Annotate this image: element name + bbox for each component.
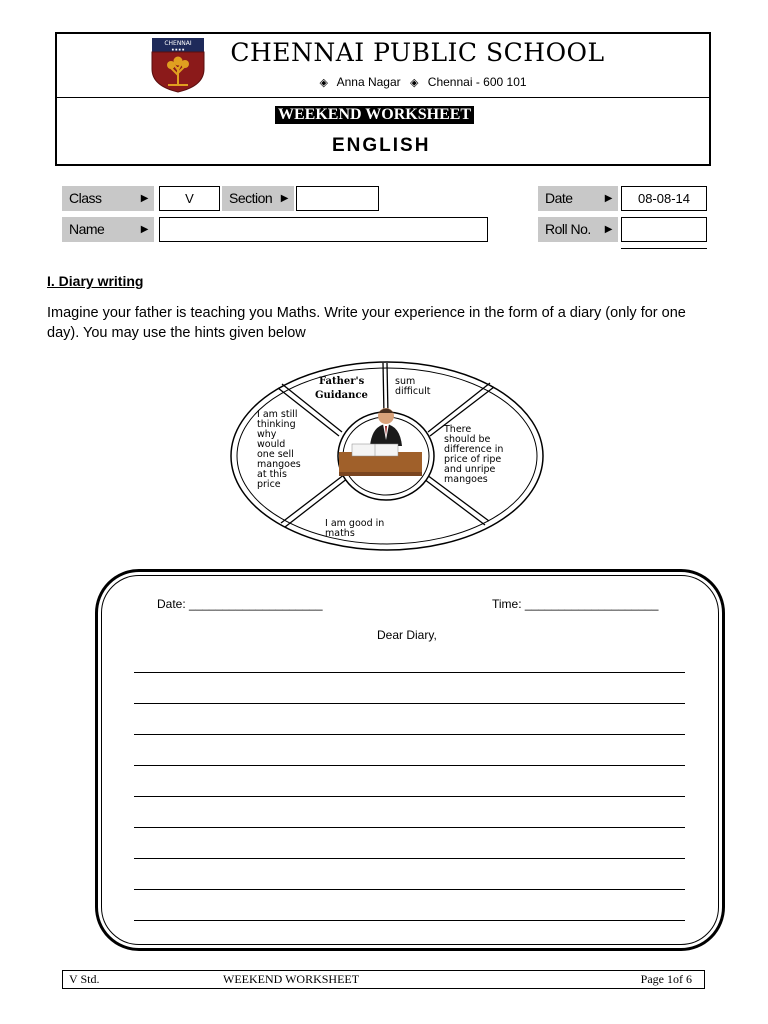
school-name: CHENNAI PUBLIC SCHOOL xyxy=(230,38,605,67)
arrow-right-icon: ▶ xyxy=(604,224,612,235)
school-crest-logo xyxy=(151,37,205,93)
diamond-bullet-icon: ◈ xyxy=(409,77,419,89)
hint-price-difference: There should be difference in price of ripe and unripe mangoes xyxy=(444,424,504,485)
class-label xyxy=(62,186,154,211)
date-field[interactable]: 08-08-14 xyxy=(621,186,707,211)
writing-line[interactable] xyxy=(134,672,685,673)
roll-no-label xyxy=(538,217,618,242)
name-label-text: Name xyxy=(69,221,105,237)
writing-line[interactable] xyxy=(134,765,685,766)
hint-fathers-guidance: Father's Guidance xyxy=(315,376,368,401)
arrow-right-icon: ▶ xyxy=(280,193,288,204)
roll-no-label-text: Roll No. xyxy=(545,221,591,237)
svg-text:▪ ▪ ▪ ▪: ▪ ▪ ▪ ▪ xyxy=(171,47,185,52)
class-field[interactable]: V xyxy=(159,186,220,211)
diary-date-field[interactable]: Date: ____________________ xyxy=(157,597,323,611)
writing-line[interactable] xyxy=(134,734,685,735)
arrow-right-icon: ▶ xyxy=(604,193,612,204)
address-area: Anna Nagar xyxy=(336,75,401,89)
hints-wheel-diagram xyxy=(227,360,547,552)
diamond-bullet-icon: ◈ xyxy=(319,77,328,89)
worksheet-title: WEEKEND WORKSHEET xyxy=(275,106,474,124)
page-footer xyxy=(62,970,705,989)
writing-line[interactable] xyxy=(134,796,685,797)
section-label-text: Section xyxy=(229,190,273,206)
footer-class: V Std. xyxy=(69,972,100,986)
writing-line[interactable] xyxy=(134,920,685,921)
name-label xyxy=(62,217,154,242)
hint-still-thinking: I am still thinking why would one sell mangoes at this price xyxy=(257,409,301,490)
address-city: Chennai - 600 101 xyxy=(427,75,527,89)
writing-line[interactable] xyxy=(134,827,685,828)
footer-title: WEEKEND WORKSHEET xyxy=(223,972,360,986)
instructions-text: Imagine your father is teaching you Maths. Write your experience in the form of a diary (only for one day). You may use the hints given below xyxy=(47,305,686,341)
diary-time-field[interactable]: Time: ____________________ xyxy=(492,597,659,611)
diary-greeting: Dear Diary, xyxy=(377,628,437,642)
section-heading: I. Diary writing xyxy=(47,273,144,289)
hint-good-in-maths: I am good in maths xyxy=(325,518,385,539)
date-label-text: Date xyxy=(545,190,573,206)
footer-page-number: Page 1of 6 xyxy=(640,972,692,986)
class-label-text: Class xyxy=(69,190,102,206)
date-label xyxy=(538,186,618,211)
school-address xyxy=(250,75,590,89)
section-label xyxy=(222,186,294,211)
arrow-right-icon: ▶ xyxy=(140,224,148,235)
writing-line[interactable] xyxy=(134,858,685,859)
writing-line[interactable] xyxy=(134,889,685,890)
subject-title: ENGLISH xyxy=(332,135,431,156)
writing-line[interactable] xyxy=(134,703,685,704)
arrow-right-icon: ▶ xyxy=(140,193,148,204)
hint-sum-difficult: sum difficult xyxy=(395,376,431,397)
roll-no-field[interactable] xyxy=(621,217,707,242)
name-field[interactable] xyxy=(159,217,488,242)
roll-no-underline xyxy=(621,248,707,249)
header-divider xyxy=(55,97,711,98)
crest-text: CHENNAI xyxy=(164,40,192,47)
section-field[interactable] xyxy=(296,186,379,211)
